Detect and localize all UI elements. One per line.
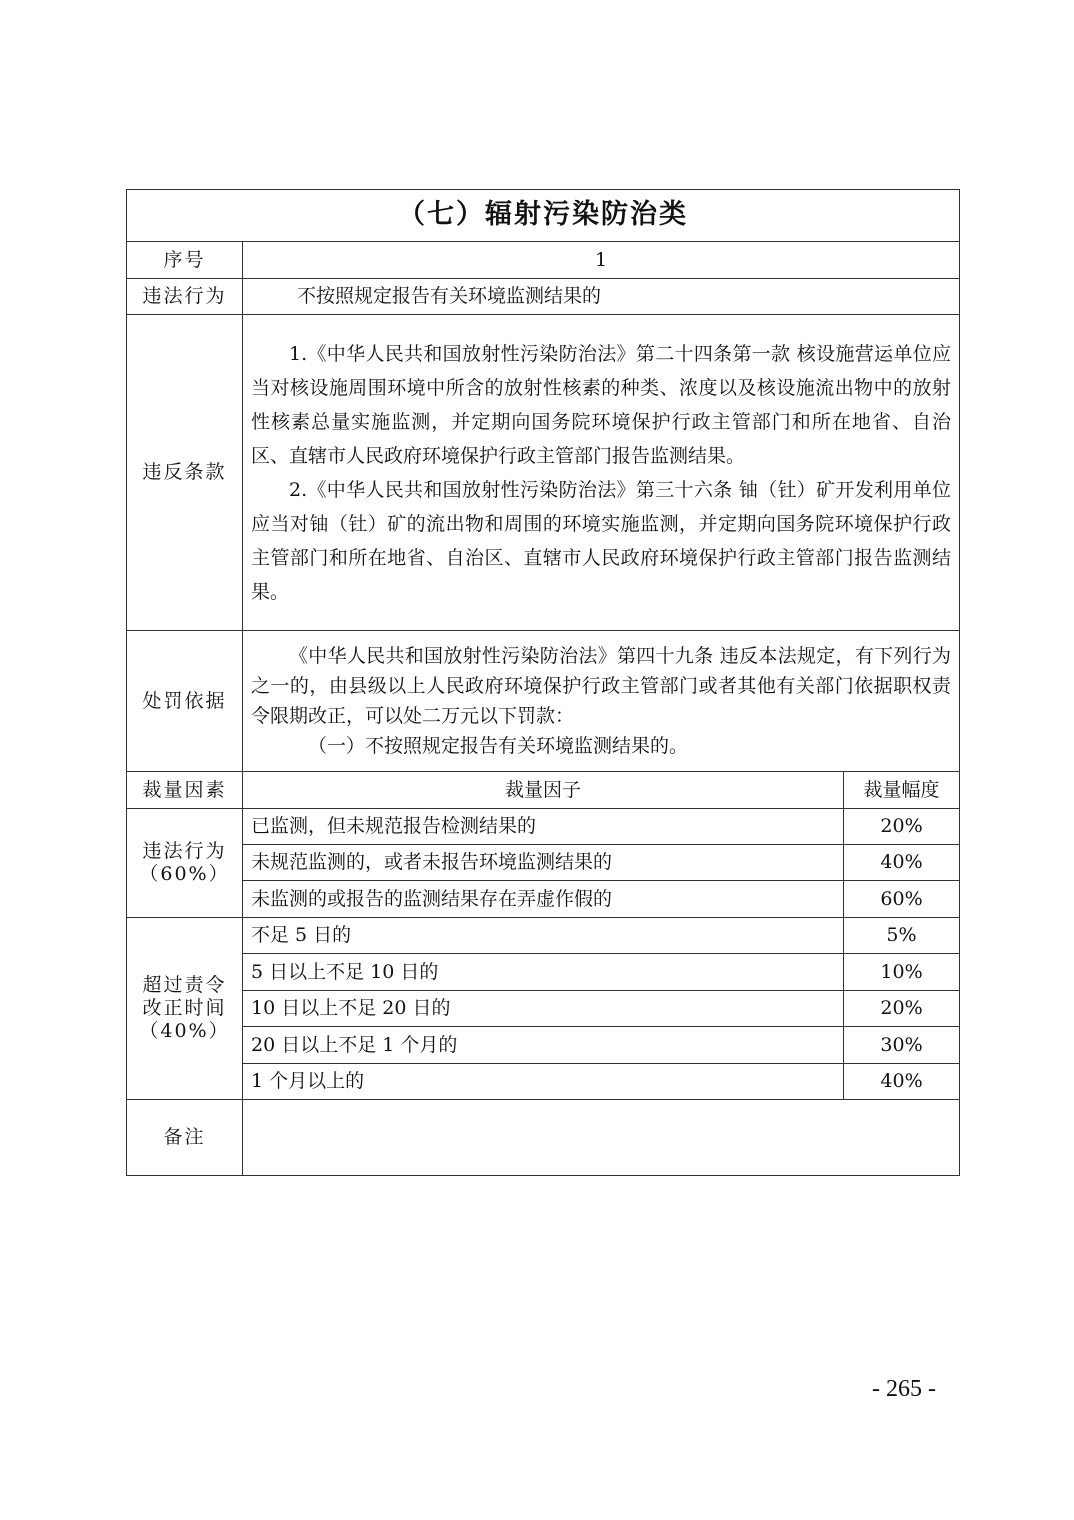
penalty-basis-label: 处罚依据 (127, 631, 243, 772)
table-row: 未监测的或报告的监测结果存在弄虚作假的 (243, 881, 844, 918)
violation-value: 不按照规定报告有关环境监测结果的 (243, 279, 960, 315)
range-value: 40% (844, 845, 960, 881)
serial-label: 序号 (127, 242, 243, 279)
range-header: 裁量幅度 (844, 772, 960, 809)
table-row: 20 日以上不足 1 个月的 (243, 1027, 844, 1064)
table-row: 10 日以上不足 20 日的 (243, 991, 844, 1027)
factor-header: 裁量因素 (127, 772, 243, 809)
range-value: 20% (844, 991, 960, 1027)
item-header: 裁量因子 (243, 772, 844, 809)
discretion-table (126, 189, 960, 1176)
penalty-basis-text (243, 631, 960, 772)
table-row: 已监测，但未规范报告检测结果的 (243, 809, 844, 845)
range-value: 30% (844, 1027, 960, 1064)
remarks-value (243, 1100, 960, 1176)
range-value: 20% (844, 809, 960, 845)
table-row: 1 个月以上的 (243, 1064, 844, 1100)
range-value: 5% (844, 918, 960, 954)
serial-value: 1 (243, 242, 960, 279)
overdue-factor-label (127, 918, 243, 1100)
range-value: 40% (844, 1064, 960, 1100)
penalty-paragraph-1: 《中华人民共和国放射性污染防治法》第四十九条 违反本法规定，有下列行为之一的，由县级以上人民政府环境保护行政主管部门或者其他有关部门依据职权责令限期改正，可以处二万元以下罚款： (251, 645, 952, 727)
overdue-factor-line1: 超过责令 (142, 974, 227, 997)
clause-paragraph-2: 2.《中华人民共和国放射性污染防治法》第三十六条 铀（钍）矿开发利用单位应当对铀（钍）矿的流出物和周围的环境实施监测，并定期向国务院环境保护行政主管部门和所在地省、自治区、直辖市人民政府环境保护行政主管部门报告监测结果。 (251, 478, 952, 603)
range-value: 60% (844, 881, 960, 918)
page-number: - 265 - (872, 1376, 936, 1402)
table-row: 5 日以上不足 10 日的 (243, 954, 844, 991)
violation-factor-line2: （60%） (139, 863, 230, 885)
table-title: （七）辐射污染防治类 (127, 190, 960, 242)
violation-label: 违法行为 (127, 279, 243, 315)
overdue-factor-line2: 改正时间 (142, 997, 227, 1020)
range-value: 10% (844, 954, 960, 991)
table-row: 不足 5 日的 (243, 918, 844, 954)
violation-factor-label (127, 809, 243, 918)
table-row: 未规范监测的，或者未报告环境监测结果的 (243, 845, 844, 881)
overdue-factor-line3: （40%） (139, 1019, 230, 1042)
violation-factor-line1: 违法行为 (142, 840, 227, 863)
violated-clauses-label: 违反条款 (127, 315, 243, 631)
clause-paragraph-1: 1.《中华人民共和国放射性污染防治法》第二十四条第一款 核设施营运单位应当对核设施周围环境中所含的放射性核素的种类、浓度以及核设施流出物中的放射性核素总量实施监测，并定期向国务院环境保护行政主管部门和所在地省、自治区、直辖市人民政府环境保护行政主管部门报告监测结果。 (251, 342, 952, 467)
remarks-label: 备注 (127, 1100, 243, 1176)
penalty-paragraph-2: （一）不按照规定报告有关环境监测结果的。 (308, 735, 689, 757)
violated-clauses-text (243, 315, 960, 631)
